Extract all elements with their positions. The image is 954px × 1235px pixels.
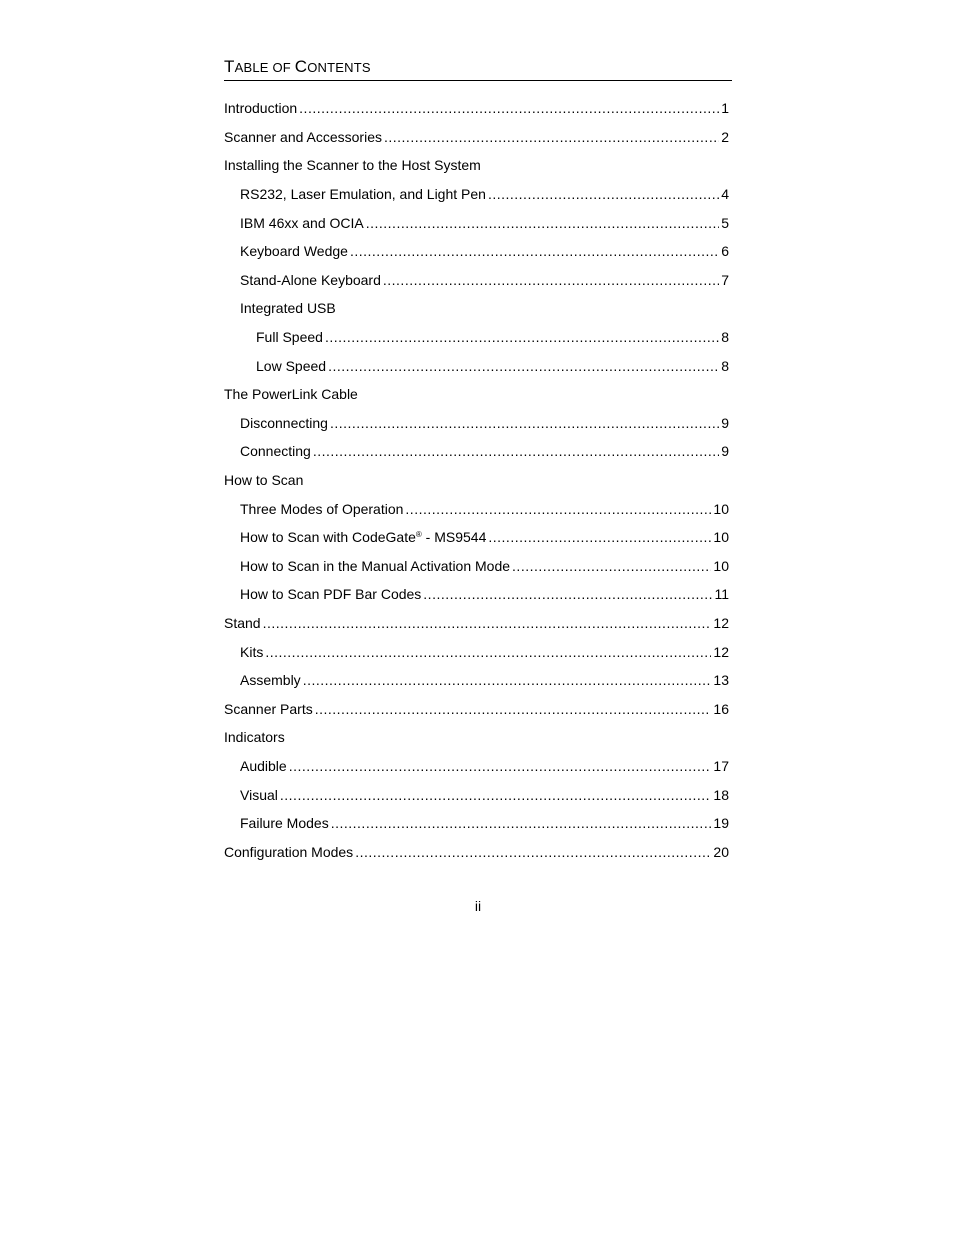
toc-entry[interactable]: [224, 409, 729, 438]
toc-entry[interactable]: [224, 552, 729, 581]
registered-mark: ®: [415, 530, 422, 540]
toc-entry-label-text: IBM 46xx and OCIA: [240, 214, 364, 231]
toc-entry-page-number: 18: [713, 786, 729, 803]
dot-leader: [299, 99, 719, 117]
toc-entry[interactable]: [224, 837, 729, 866]
dot-leader: [330, 414, 719, 432]
toc-entry-label-text: RS232, Laser Emulation, and Light Pen: [240, 186, 486, 203]
toc-entry-label-text: Configuration Modes: [224, 843, 354, 860]
toc-entry-label: [240, 585, 421, 603]
toc-heading-rest-2: ONTENTS: [307, 60, 371, 75]
toc-entry-label-text: Full Speed: [256, 329, 323, 346]
toc-entry-label: [240, 528, 486, 546]
document-page: [224, 0, 732, 1235]
toc-entry-label: [224, 128, 382, 146]
toc-entry-label: [224, 843, 353, 861]
toc-entry-label-text: How to Scan: [224, 472, 304, 489]
dot-leader: [315, 700, 712, 718]
toc-entry[interactable]: [224, 523, 729, 552]
dot-leader: [405, 500, 711, 518]
toc-entry-label: [240, 242, 348, 260]
dot-leader: [325, 328, 719, 346]
toc-entry-page-number: 13: [713, 672, 729, 689]
toc-entry-label: [240, 299, 336, 317]
toc-entry-label: [240, 786, 278, 804]
toc-entry[interactable]: [224, 609, 729, 638]
toc-entry-label-text: Scanner Parts: [224, 700, 313, 717]
toc-entry-label-text: Failure Modes: [240, 815, 329, 832]
toc-entry-page-number: 17: [713, 757, 729, 774]
dot-leader: [488, 528, 711, 546]
toc-entry-label: [240, 757, 287, 775]
toc-entry-page-number: 10: [713, 557, 729, 574]
toc-entry-label-text: Stand-Alone Keyboard: [240, 271, 381, 288]
toc-entry-page-number: 5: [721, 214, 729, 231]
toc-entry-label-text: Assembly: [240, 672, 301, 689]
toc-entry-label: [224, 700, 313, 718]
toc-entry-label-text: Disconnecting: [240, 414, 328, 431]
page-number-footer: ii: [474, 898, 482, 914]
toc-heading-rest-1: ABLE OF: [234, 60, 295, 75]
toc-entry-page-number: 4: [721, 186, 729, 203]
dot-leader: [331, 814, 712, 832]
dot-leader: [384, 128, 719, 146]
toc-entry[interactable]: [224, 180, 729, 209]
toc-entry-page-number: 6: [721, 243, 729, 260]
toc-entry[interactable]: [224, 151, 729, 180]
toc-entry-label: [224, 385, 358, 403]
toc-entry[interactable]: [224, 809, 729, 838]
toc-entry-label-text: Stand: [224, 614, 261, 631]
toc-entry[interactable]: [224, 351, 729, 380]
toc-entry-page-number: 11: [714, 586, 729, 603]
toc-entry-page-number: 20: [713, 843, 729, 860]
toc-list: [224, 94, 729, 866]
toc-entry-label-text: Indicators: [224, 729, 285, 746]
toc-entry-page-number: 16: [713, 700, 729, 717]
dot-leader: [423, 585, 712, 603]
toc-heading: [224, 56, 732, 81]
toc-entry-page-number: 8: [721, 357, 729, 374]
toc-entry-label-text: Installing the Scanner to the Host System: [224, 157, 481, 174]
toc-entry[interactable]: [224, 294, 729, 323]
toc-entry-label-text: Low Speed: [256, 357, 327, 374]
toc-heading-cap-2: C: [294, 57, 308, 76]
toc-entry[interactable]: [224, 666, 729, 695]
toc-entry-label: [224, 99, 297, 117]
toc-entry-label-text: How to Scan PDF Bar Codes: [240, 586, 422, 603]
toc-entry[interactable]: [224, 380, 729, 409]
toc-entry[interactable]: [224, 237, 729, 266]
toc-entry-label-text: How to Scan in the Manual Activation Mode: [240, 557, 511, 574]
toc-entry-page-number: 2: [721, 128, 729, 145]
dot-leader: [289, 757, 712, 775]
toc-entry-label: [240, 442, 311, 460]
toc-entry[interactable]: [224, 580, 729, 609]
dot-leader: [280, 786, 712, 804]
toc-entry-page-number: 10: [713, 529, 729, 546]
toc-entry[interactable]: [224, 466, 729, 495]
dot-leader: [512, 557, 711, 575]
dot-leader: [313, 442, 719, 460]
toc-entry[interactable]: [224, 694, 729, 723]
dot-leader: [263, 614, 712, 632]
dot-leader: [488, 185, 719, 203]
toc-entry[interactable]: [224, 637, 729, 666]
toc-entry-label-text: Scanner and Accessories: [224, 128, 382, 145]
toc-entry-label-text: The PowerLink Cable: [224, 386, 358, 403]
toc-entry-label: [240, 643, 263, 661]
toc-entry[interactable]: [224, 494, 729, 523]
toc-entry[interactable]: [224, 437, 729, 466]
toc-entry-label: [224, 614, 261, 632]
toc-entry-label-text: Kits: [240, 643, 264, 660]
toc-entry-label: [256, 328, 323, 346]
toc-entry-label-suffix: - MS9544: [421, 529, 487, 546]
toc-entry[interactable]: [224, 123, 729, 152]
toc-entry-page-number: 8: [721, 329, 729, 346]
dot-leader: [355, 843, 711, 861]
toc-entry[interactable]: [224, 723, 729, 752]
toc-entry-page-number: 7: [721, 271, 729, 288]
toc-entry[interactable]: [224, 780, 729, 809]
toc-entry-page-number: 19: [713, 815, 729, 832]
toc-entry-page-number: 12: [713, 614, 729, 631]
toc-entry-label: [224, 156, 481, 174]
toc-entry-label-text: Three Modes of Operation: [240, 500, 404, 517]
toc-entry-page-number: 12: [713, 643, 729, 660]
toc-entry-label-text: Integrated USB: [240, 300, 336, 317]
toc-entry-label: [240, 414, 328, 432]
toc-entry-page-number: 9: [721, 443, 729, 460]
toc-heading-cap-1: T: [224, 57, 235, 76]
toc-entry-label: [240, 185, 486, 203]
toc-entry-label: [224, 471, 303, 489]
toc-entry-page-number: 10: [713, 500, 729, 517]
toc-entry-label: [240, 671, 301, 689]
toc-entry-label: [224, 728, 285, 746]
toc-entry[interactable]: [224, 752, 729, 781]
toc-entry[interactable]: [224, 208, 729, 237]
dot-leader: [350, 242, 719, 260]
toc-entry-label-text: Introduction: [224, 100, 298, 117]
toc-entry-label: [240, 271, 381, 289]
toc-entry-label-text: Visual: [240, 786, 278, 803]
dot-leader: [328, 357, 719, 375]
toc-entry-label-text: How to Scan with CodeGate: [240, 529, 416, 546]
toc-entry-page-number: 1: [721, 100, 729, 117]
toc-entry-label: [240, 214, 364, 232]
toc-entry[interactable]: [224, 266, 729, 295]
toc-entry[interactable]: [224, 94, 729, 123]
toc-entry-label-text: Audible: [240, 757, 287, 774]
toc-entry[interactable]: [224, 323, 729, 352]
dot-leader: [303, 671, 712, 689]
toc-entry-label-text: Keyboard Wedge: [240, 243, 348, 260]
dot-leader: [265, 643, 711, 661]
toc-entry-label: [256, 357, 326, 375]
dot-leader: [366, 214, 719, 232]
toc-entry-label: [240, 557, 510, 575]
toc-entry-page-number: 9: [721, 414, 729, 431]
dot-leader: [383, 271, 719, 289]
toc-entry-label-text: Connecting: [240, 443, 311, 460]
toc-entry-label: [240, 500, 403, 518]
toc-entry-label: [240, 814, 329, 832]
